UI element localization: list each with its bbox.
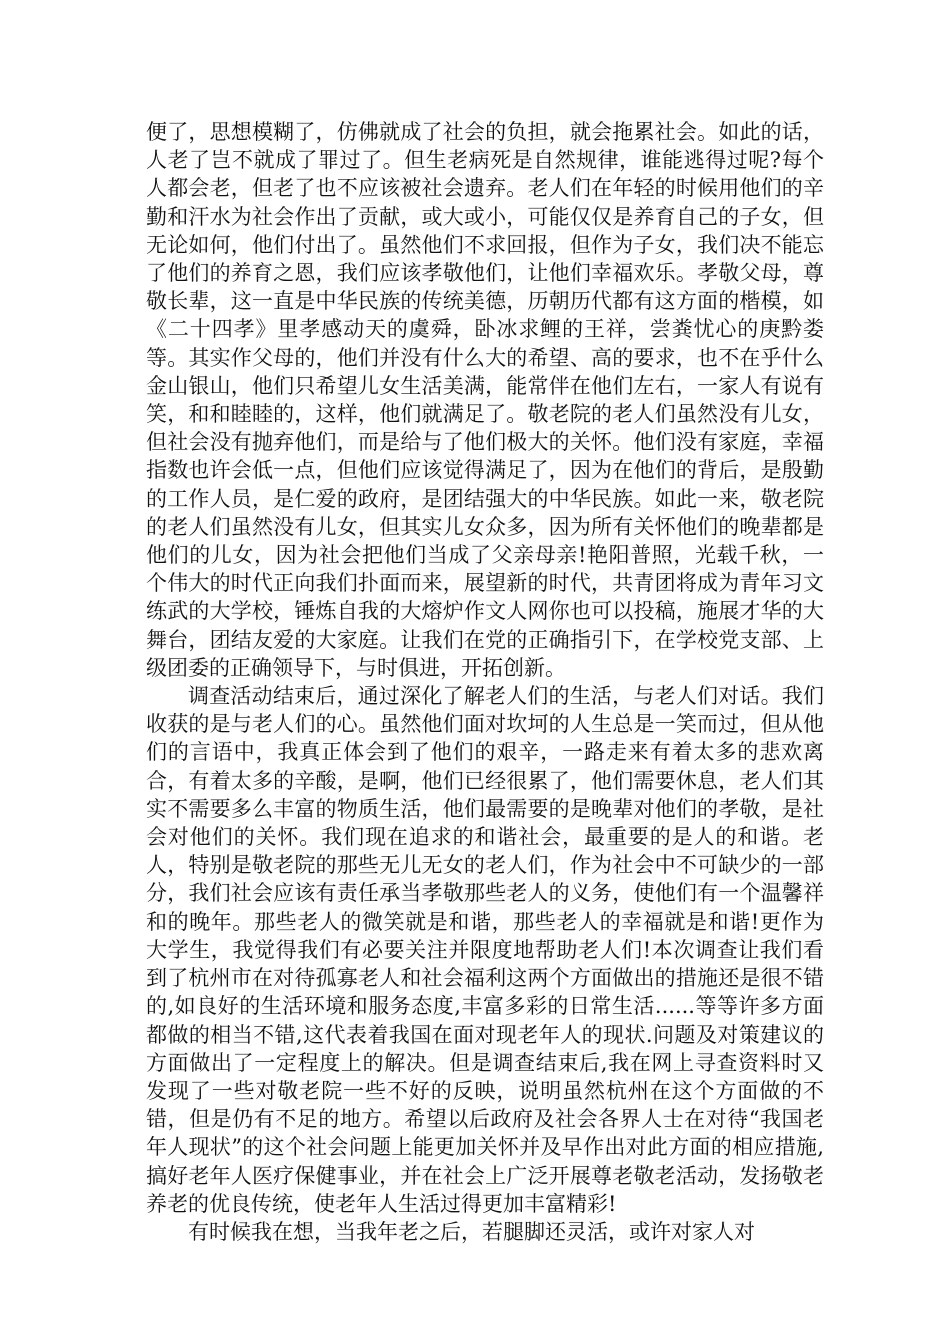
paragraph-1: 便了，思想模糊了，仿佛就成了社会的负担，就会拖累社会。如此的话，人老了岂不就成了罪过了。但生老病死是自然规律，谁能逃得过呢?每个人都会老，但老了也不应该被社会遗弃。老人们在年轻的时候用他们的辛勤和汗水为社会作出了贡献，或大或小，可能仅仅是养育自己的子女，但无论如何，他们付出了。虽然他们不求回报，但作为子女，我们决不能忘了他们的养育之恩，我们应该孝敬他们，让他们幸福欢乐。孝敬父母，尊敬长辈，这一直是中华民族的传统美德，历朝历代都有这方面的楷模，如《二十四孝》里孝感动天的虞舜，卧冰求鲤的王祥，尝粪忧心的庚黔娄等。其实作父母的，他们并没有什么大的希望、高的要求，也不在乎什么金山银山，他们只希望儿女生活美满，能常伴在他们左右，一家人有说有笑，和和睦睦的，这样，他们就满足了。敬老院的老人们虽然没有儿女，但社会没有抛弃他们，而是给与了他们极大的关怀。他们没有家庭，幸福指数也许会低一点，但他们应该觉得满足了，因为在他们的背后，是殷勤的工作人员，是仁爱的政府，是团结强大的中华民族。如此一来，敬老院的老人们虽然没有儿女，但其实儿女众多，因为所有关怀他们的晚辈都是他们的儿女，因为社会把他们当成了父亲母亲!艳阳普照，光载千秋，一个伟大的时代正向我们扑面而来，展望新的时代，共青团将成为青年习文练武的大学校，锤炼自我的大熔炉作文人网你也可以投稿，施展才华的大舞台，团结友爱的大家庭。让我们在党的正确指引下，在学校党支部、上级团委的正确领导下，与时俱进，开拓创新。 [146, 120, 824, 680]
paragraph-2: 调查活动结束后，通过深化了解老人们的生活，与老人们对话。我们收获的是与老人们的心。虽然他们面对坎坷的人生总是一笑而过，但从他们的言语中，我真正体会到了他们的艰辛，一路走来有着太多的悲欢离合，有着太多的辛酸，是啊，他们已经很累了，他们需要休息，老人们其实不需要多么丰富的物质生活，他们最需要的是晚辈对他们的孝敬，是社会对他们的关怀。我们现在追求的和谐社会，最重要的是人的和谐。老人，特别是敬老院的那些无儿无女的老人们，作为社会中不可缺少的一部分，我们社会应该有责任承当孝敬那些老人的义务，使他们有一个温馨祥和的晚年。那些老人的微笑就是和谐，那些老人的幸福就是和谐!更作为大学生，我觉得我们有必要关注并限度地帮助老人们!本次调查让我们看到了杭州市在对待孤寡老人和社会福利这两个方面做出的措施还是很不错的,如良好的生活环境和服务态度,丰富多彩的日常生活......等等许多方面都做的相当不错,这代表着我国在面对现老年人的现状.问题及对策建议的方面做出了一定程度上的解决。但是调查结束后,我在网上寻查资料时又发现了一些对敬老院一些不好的反映，说明虽然杭州在这个方面做的不错，但是仍有不足的地方。希望以后政府及社会各界人士在对待“我国老年人现状”的这个社会问题上能更加关怀并及早作出对此方面的相应措施,搞好老年人医疗保健事业，并在社会上广泛开展尊老敬老活动，发扬敬老养老的优良传统，使老年人生活过得更加丰富精彩! [146, 684, 824, 1216]
document-page [146, 118, 824, 1246]
paragraph-3: 有时候我在想，当我年老之后，若腿脚还灵活，或许对家人对 [188, 1219, 755, 1244]
